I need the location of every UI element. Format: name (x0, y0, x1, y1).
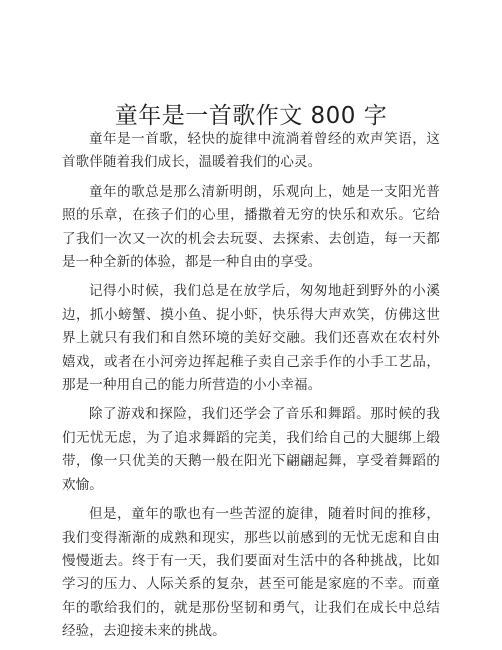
paragraph-2: 童年的歌总是那么清新明朗，乐观向上，她是一支阳光普照的乐章，在孩子们的心里，播撒着无穷的快乐和欢乐。它给了我们一次又一次的机会去玩耍、去探索、去创造，每一天都是一种全新的体验，都是一种自由的享受。 (62, 183, 440, 271)
paragraph-1: 童年是一首歌，轻快的旋律中流淌着曾经的欢声笑语，这首歌伴随着我们成长，温暖着我们的心灵。 (62, 131, 440, 171)
paragraph-3: 记得小时候，我们总是在放学后，匆匆地赶到野外的小溪边，抓小螃蟹、摸小鱼、捉小虾，快乐得大声欢笑，仿佛这世界上就只有我们和自然环境的美好交融。我们还喜欢在农村外嬉戏，或者在小河旁边挥起稚子卖自己亲手作的小手工艺品，那是一种用自己的能力所营造的小小幸福。 (62, 283, 440, 394)
paragraph-4: 除了游戏和探险，我们还学会了音乐和舞蹈。那时候的我们无忧无虑，为了追求舞蹈的完美，我们给自己的大腿绑上缎带，像一只优美的天鹅一般在阳光下翩翩起舞，享受着舞蹈的欢愉。 (62, 406, 440, 493)
document-title: 童年是一首歌作文 800 字 (114, 103, 388, 130)
paragraph-5: 但是，童年的歌也有一些苦涩的旋律，随着时间的推移，我们变得渐渐的成熟和现实，那些以前感到的无忧无虑和自由慢慢逝去。终于有一天，我们要面对生活中的各种挑战，比如学习的压力、人际关系的复杂，甚至可能是家庭的不幸。而童年的歌给我们的，就是那份坚韧和勇气，让我们在成长中总结经验，去迎接未来的挑战。 (62, 506, 440, 640)
document-body (62, 128, 440, 650)
